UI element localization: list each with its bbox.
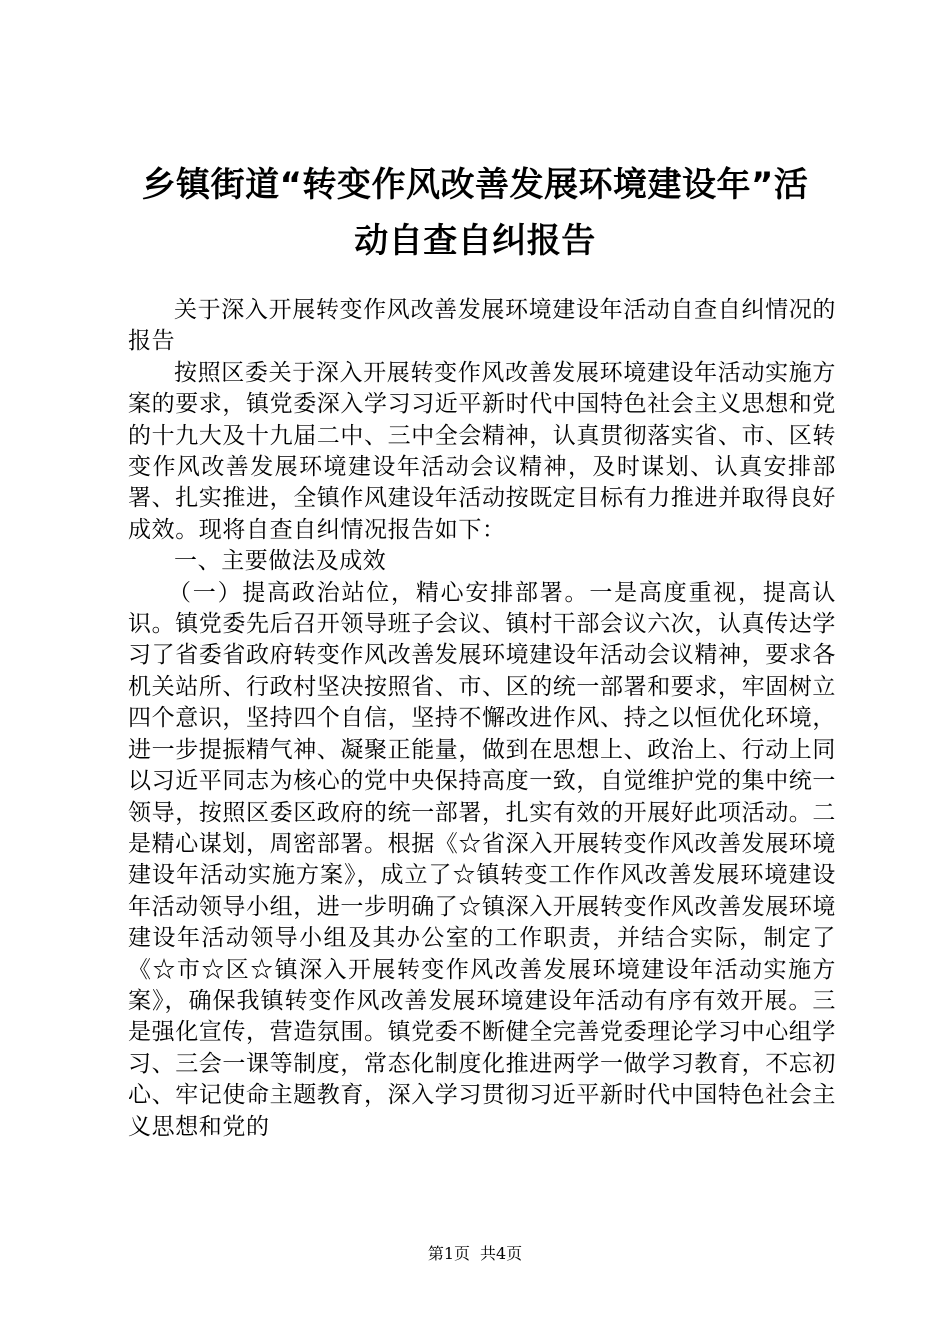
document-title-line-1: 乡镇街道“转变作风改善发展环境建设年”活: [141, 165, 809, 205]
section-heading: 一、主要做法及成效: [174, 548, 387, 575]
page-footer: [0, 1244, 950, 1264]
document-body: [128, 295, 836, 1143]
page-number-total: 共4页: [480, 1244, 523, 1263]
intro-paragraph: 按照区委关于深入开展转变作风改善发展环境建设年活动实施方案的要求，镇党委深入学习习近平新时代中国特色社会主义思想和党的十九大及十九届二中、三中全会精神，认真贯彻落实省、市、区转变作风改善发展环境建设年活动会议精神，及时谋划、认真安排部署、扎实推进，全镇作风建设年活动按既定目标有力推进并取得良好成效。现将自查自纠情况报告如下：: [128, 359, 836, 543]
document-title-line-2: 动自查自纠报告: [354, 221, 596, 261]
page-number-current: 第1页: [427, 1244, 470, 1263]
body-paragraph: （一）提高政治站位，精心安排部署。一是高度重视，提高认识。镇党委先后召开领导班子会议、镇村干部会议六次，认真传达学习了省委省政府转变作风改善发展环境建设年活动会议精神，要求各机关站所、行政村坚决按照省、市、区的统一部署和要求，牢固树立四个意识，坚持四个自信，坚持不懈改进作风、持之以恒优化环境，进一步提振精气神、凝聚正能量，做到在思想上、政治上、行动上同以习近平同志为核心的党中央保持高度一致，自觉维护党的集中统一领导，按照区委区政府的统一部署，扎实有效的开展好此项活动。二是精心谋划，周密部署。根据《☆省深入开展转变作风改善发展环境建设年活动实施方案》，成立了☆镇转变工作作风改善发展环境建设年活动领导小组，进一步明确了☆镇深入开展转变作风改善发展环境建设年活动领导小组及其办公室的工作职责，并结合实际，制定了《☆市☆区☆镇深入开展转变作风改善发展环境建设年活动实施方案》，确保我镇转变作风改善发展环境建设年活动有序有效开展。三是强化宣传，营造氛围。镇党委不断健全完善党委理论学习中心组学习、三会一课等制度，常态化制度化推进两学一做学习教育，不忘初心、牢记使命主题教育，深入学习贯彻习近平新时代中国特色社会主义思想和党的: [128, 579, 836, 1140]
report-subtitle-paragraph: 关于深入开展转变作风改善发展环境建设年活动自查自纠情况的报告: [128, 297, 836, 355]
